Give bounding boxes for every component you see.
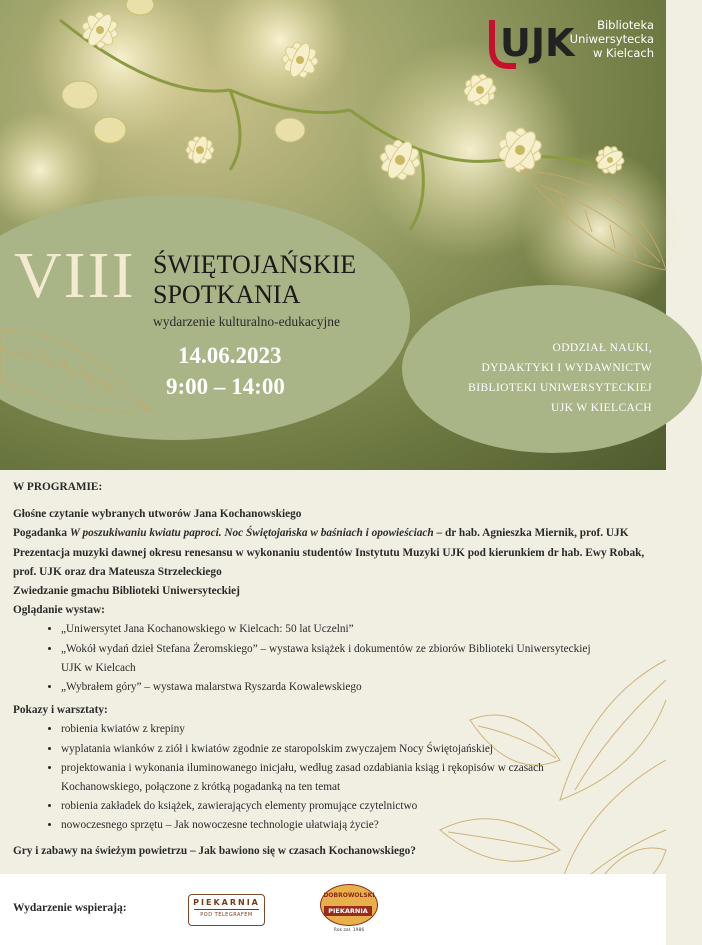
program-talk-title: W poszukiwaniu kwiatu paproci. Noc Świętojańska w baśniach i opowieściach [69,527,434,540]
sponsor2-badge-icon [320,884,378,926]
event-title-line-2: SPOTKANIA [153,280,301,309]
program-section [13,478,653,861]
program-music-line-2: prof. UJK oraz dra Mateusza Strzeleckiego [13,565,222,578]
event-title-line-1: ŚWIĘTOJAŃSKIE [153,250,357,279]
event-title [153,250,356,310]
workshop-item: • robienia kwiatów z krepiny [61,720,653,739]
program-heading: W PROGRAMIE: [13,481,103,493]
exhibition-item: • „Wokół wydań dzieł Stefana Żeromskiego” – wystawa książek i dokumentów ze zbiorów Biblioteki Uniwersyteckiej UJK w Kielcach [61,640,653,678]
sponsor2-name: PIEKARNIA [324,906,372,916]
logo-caption-line-2: Uniwersytecka [569,32,654,46]
program-music-line-1: Prezentacja muzyki dawnej okresu renesansu w wykonaniu studentów Instytutu Muzyki UJK pod kierunkiem dr hab. Ewy Robak, [13,546,645,559]
exhibitions-heading: Oglądanie wystaw: [13,604,105,617]
sponsor1-name: PIEKARNIA [193,898,260,907]
sponsors-footer [0,874,666,945]
workshops-heading: Pokazy i warsztaty: [13,704,108,717]
sponsor-logo-piekarnia-pod-telegrafem [188,894,265,926]
organizer-line-2: DYDAKTYKI I WYDAWNICTW [481,362,652,374]
exhibition-item: • „Uniwersytet Jana Kochanowskiego w Kielcach: 50 lat Uczelni” [61,620,653,639]
event-date: 14.06.2023 [178,343,282,368]
workshop-item: • nowoczesnego sprzętu – Jak nowoczesne technologie ułatwiają życie? [61,816,653,835]
sponsors-label: Wydarzenie wspierają: [13,902,127,914]
event-time: 9:00 – 14:00 [166,374,285,399]
sponsor2-since: Rok zał. 1986 [333,928,365,933]
program-talk-prefix: Pogadanka [13,527,70,540]
ujk-logo-mark-icon [486,16,575,76]
program-talk-suffix: – dr hab. Agnieszka Miernik, prof. UJK [433,527,629,540]
workshop-item: • projektowania i wykonania iluminowanego inicjału, według zasad ozdabiania ksiąg i rękopisów w czasach Kochanowskiego, połączone z krótką pogadanką na ten temat [61,759,653,797]
program-talk [13,524,653,543]
sponsor1-sub: POD TELEGRAFEM [200,912,253,918]
edition-numeral: VIII [14,239,136,312]
organizer-line-4: UJK W KIELCACH [550,402,652,414]
organizer-name [440,338,652,418]
exhibition-item: • „Wybrałem góry” – wystawa malarstwa Ryszarda Kowalewskiego [61,678,653,697]
logo-caption-line-3: w Kielcach [592,46,654,60]
program-tour: Zwiedzanie gmachu Biblioteki Uniwersyteckiej [13,585,240,598]
exhibitions-list [13,620,653,697]
sponsor-logo-dobrowolski-piekarnia [318,884,380,940]
workshops-list [13,720,653,835]
logo-mark-text: UJK [500,21,575,65]
logo-caption-line-1: Biblioteka [597,18,654,32]
program-games: Gry i zabawy na świeżym powietrzu – Jak bawiono się w czasach Kochanowskiego? [13,844,416,857]
organizer-line-1: ODDZIAŁ NAUKI, [552,342,652,354]
workshop-item: • wyplatania wianków z ziół i kwiatów zgodnie ze staropolskim zwyczajem Nocy Świętojańskiej [61,740,653,759]
sponsor2-top: DOBROWOLSKI [323,892,375,899]
workshop-item: • robienia zakładek do książek, zawierających elementy promujące czytelnictwo [61,797,653,816]
program-reading: Głośne czytanie wybranych utworów Jana Kochanowskiego [13,508,302,521]
ujk-library-logo [486,16,656,76]
event-subtitle: wydarzenie kulturalno-edukacyjne [153,314,341,329]
logo-caption [564,18,654,60]
organizer-line-3: BIBLIOTEKI UNIWERSYTECKIEJ [468,382,652,394]
